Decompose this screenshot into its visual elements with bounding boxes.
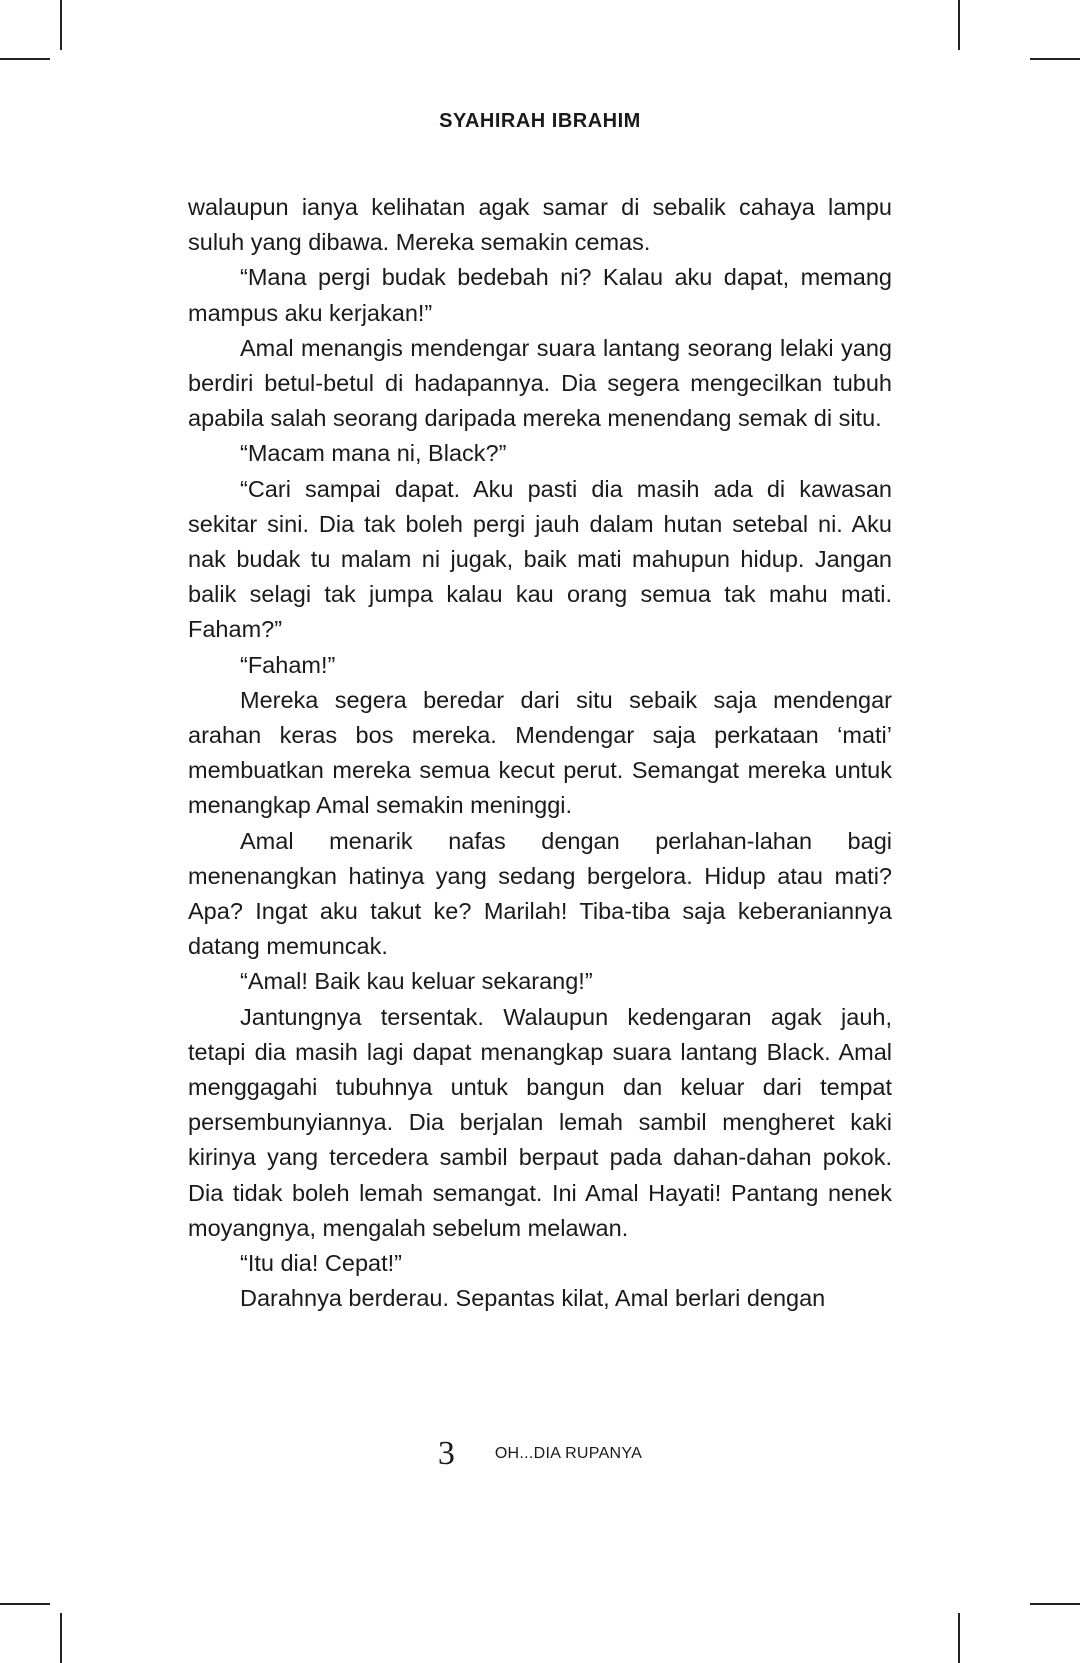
paragraph: “Cari sampai dapat. Aku pasti dia masih ada di kawasan sekitar sini. Dia tak boleh pergi jauh dalam hutan setebal ni. Aku nak budak tu malam ni jugak, baik mati mahupun hidup. Jangan balik selagi tak jumpa kalau kau orang semua tak mahu mati. Faham?” bbox=[188, 475, 892, 643]
crop-mark-top-left-horizontal bbox=[0, 58, 50, 60]
paragraph: Mereka segera beredar dari situ sebaik saja mendengar arahan keras bos mereka. Mendengar saja perkataan ‘mati’ membuatkan mereka semua kecut perut. Semangat mereka untuk menangkap Amal semakin meninggi. bbox=[188, 686, 892, 819]
crop-mark-bottom-right-horizontal bbox=[1030, 1603, 1080, 1605]
paragraph: “Amal! Baik kau keluar sekarang!” bbox=[240, 968, 593, 995]
crop-mark-bottom-right-vertical bbox=[958, 1613, 960, 1663]
crop-mark-top-left-vertical bbox=[60, 0, 62, 50]
paragraph: Jantungnya tersentak. Walaupun kedengaran agak jauh, tetapi dia masih lagi dapat menangkap suara lantang Black. Amal menggagahi tubuhnya untuk bangun dan keluar dari tempat persembunyiannya. Dia berjalan lemah sambil mengheret kaki kirinya yang tercedera sambil berpaut pada dahan-dahan pokok. Dia tidak boleh lemah semangat. Ini Amal Hayati! Pantang nenek moyangnya, mengalah sebelum melawan. bbox=[188, 1003, 892, 1241]
page-number: 3 bbox=[437, 1435, 455, 1472]
paragraph: Amal menangis mendengar suara lantang seorang lelaki yang berdiri betul-betul di hadapannya. Dia segera mengecilkan tubuh apabila salah seorang daripada mereka menendang semak di situ. bbox=[188, 334, 892, 432]
paragraph: “Mana pergi budak bedebah ni? Kalau aku dapat, memang mampus aku kerjakan!” bbox=[188, 264, 892, 326]
paragraph: “Itu dia! Cepat!” bbox=[240, 1250, 402, 1277]
crop-mark-top-right-horizontal bbox=[1030, 58, 1080, 60]
body-text bbox=[188, 190, 892, 1317]
paragraph: Amal menarik nafas dengan perlahan-lahan bagi menenangkan hatinya yang sedang bergelora. Hidup atau mati? Apa? Ingat aku takut ke? Marilah! Tiba-tiba saja keberaniannya datang memuncak. bbox=[188, 827, 892, 960]
crop-mark-bottom-left-vertical bbox=[60, 1613, 62, 1663]
page-footer bbox=[0, 1435, 1080, 1473]
paragraph: walaupun ianya kelihatan agak samar di sebalik cahaya lampu suluh yang dibawa. Mereka semakin cemas. bbox=[188, 194, 892, 256]
paragraph: Darahnya berderau. Sepantas kilat, Amal berlari dengan bbox=[240, 1285, 826, 1312]
book-title: OH...DIA RUPANYA bbox=[494, 1445, 643, 1462]
crop-mark-top-right-vertical bbox=[958, 0, 960, 50]
running-head: SYAHIRAH IBRAHIM bbox=[439, 110, 641, 132]
paragraph: “Faham!” bbox=[240, 651, 336, 678]
crop-mark-bottom-left-horizontal bbox=[0, 1603, 50, 1605]
paragraph: “Macam mana ni, Black?” bbox=[240, 440, 507, 467]
